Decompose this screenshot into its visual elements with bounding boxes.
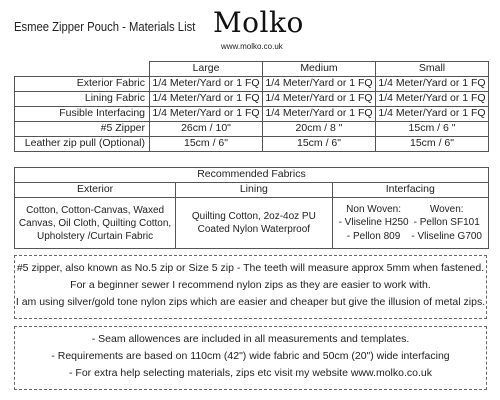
table-row — [15, 77, 489, 92]
fabrics-title-row — [15, 168, 489, 183]
table-cell: 15cm / 6" — [376, 137, 489, 152]
table-cell: 1/4 Meter/Yard or 1 FQ — [263, 107, 376, 122]
column-header: Interfacing — [332, 183, 488, 198]
exterior-line: Upholstery /Curtain Fabric — [37, 230, 154, 242]
table-cell: 15cm / 6 " — [376, 122, 489, 137]
table-row — [15, 137, 489, 152]
general-notes-box — [14, 326, 487, 390]
brand-logo: Molko — [213, 6, 304, 39]
table-cell: 1/4 Meter/Yard or 1 FQ — [150, 107, 263, 122]
interfacing-cell — [332, 198, 488, 249]
column-header: Exterior — [15, 183, 176, 198]
column-header: Small — [376, 62, 489, 77]
column-header: Medium — [263, 62, 376, 77]
table-row — [15, 122, 489, 137]
table-cell: 1/4 Meter/Yard or 1 FQ — [376, 77, 489, 92]
zipper-note-line: For a beginner sewer I recommend nylon zips as they are easier to work with. — [70, 278, 431, 291]
general-note-line: - Seam allowences are included in all measurements and templates. — [91, 333, 410, 345]
table-cell: 1/4 Meter/Yard or 1 FQ — [376, 107, 489, 122]
woven-item: - Pellon SF101 — [413, 217, 480, 229]
exterior-line: Canvas, Oil Cloth, Quilting Cotton, — [18, 217, 172, 229]
zipper-note-box — [14, 255, 487, 319]
lining-fabrics-cell — [176, 198, 332, 249]
column-header: Large — [150, 62, 263, 77]
fabrics-title: Recommended Fabrics — [15, 168, 489, 183]
table-cell: 15cm / 6" — [263, 137, 376, 152]
row-label: Lining Fabric — [15, 92, 150, 107]
zipper-note-line: I am using silver/gold tone nylon zips which are easier and cheaper but give the illusion of metal zips. — [15, 295, 486, 308]
table-cell: 1/4 Meter/Yard or 1 FQ — [376, 92, 489, 107]
row-label: Exterior Fabric — [15, 77, 150, 92]
table-cell: 1/4 Meter/Yard or 1 FQ — [150, 77, 263, 92]
table-cell: 1/4 Meter/Yard or 1 FQ — [263, 77, 376, 92]
brand-url: www.molko.co.uk — [221, 42, 283, 51]
general-note-line: - Requirements are based on 110cm (42") wide fabric and 50cm (20") wide interfacing — [51, 349, 450, 362]
lining-line: Quilting Cotton, 2oz-4oz PU — [191, 211, 316, 222]
fabrics-header-row — [15, 183, 489, 198]
document-title: Esmee Zipper Pouch - Materials List — [14, 20, 196, 34]
woven-label: Woven: — [429, 203, 464, 215]
non-woven-label: Non Woven: — [346, 203, 401, 215]
row-label: #5 Zipper — [15, 122, 150, 137]
woven-item: - Vliseline G700 — [411, 230, 482, 242]
table-cell: 26cm / 10" — [150, 122, 263, 137]
table-cell: 1/4 Meter/Yard or 1 FQ — [150, 92, 263, 107]
table-cell: 15cm / 6" — [150, 137, 263, 152]
row-label: Fusible Interfacing — [15, 107, 150, 122]
exterior-fabrics-cell — [15, 198, 176, 249]
lining-line: Coated Nylon Waterproof — [197, 224, 311, 235]
general-note-line: - For extra help selecting materials, zips etc visit my website www.molko.co.uk — [69, 366, 432, 379]
table-corner — [15, 62, 150, 77]
interfacing-grid — [335, 203, 486, 244]
non-woven-column — [339, 203, 409, 244]
table-row — [15, 198, 489, 249]
row-label: Leather zip pull (Optional) — [15, 137, 150, 152]
non-woven-item: - Vliseline H250 — [338, 217, 409, 229]
woven-column — [411, 203, 482, 244]
materials-header-row — [15, 62, 489, 77]
table-cell: 1/4 Meter/Yard or 1 FQ — [263, 92, 376, 107]
zipper-note-line: #5 zipper, also known as No.5 zip or Size 5 zip - The teeth will measure approx 5mm when fastened. — [16, 262, 485, 274]
exterior-line: Cotton, Cotton-Canvas, Waxed — [26, 204, 165, 216]
materials-table — [14, 61, 489, 152]
table-row — [15, 107, 489, 122]
table-row — [15, 92, 489, 107]
recommended-fabrics-table — [14, 167, 489, 249]
table-cell: 20cm / 8 " — [263, 122, 376, 137]
column-header: Lining — [176, 183, 332, 198]
non-woven-item: - Pellon 809 — [346, 230, 401, 242]
